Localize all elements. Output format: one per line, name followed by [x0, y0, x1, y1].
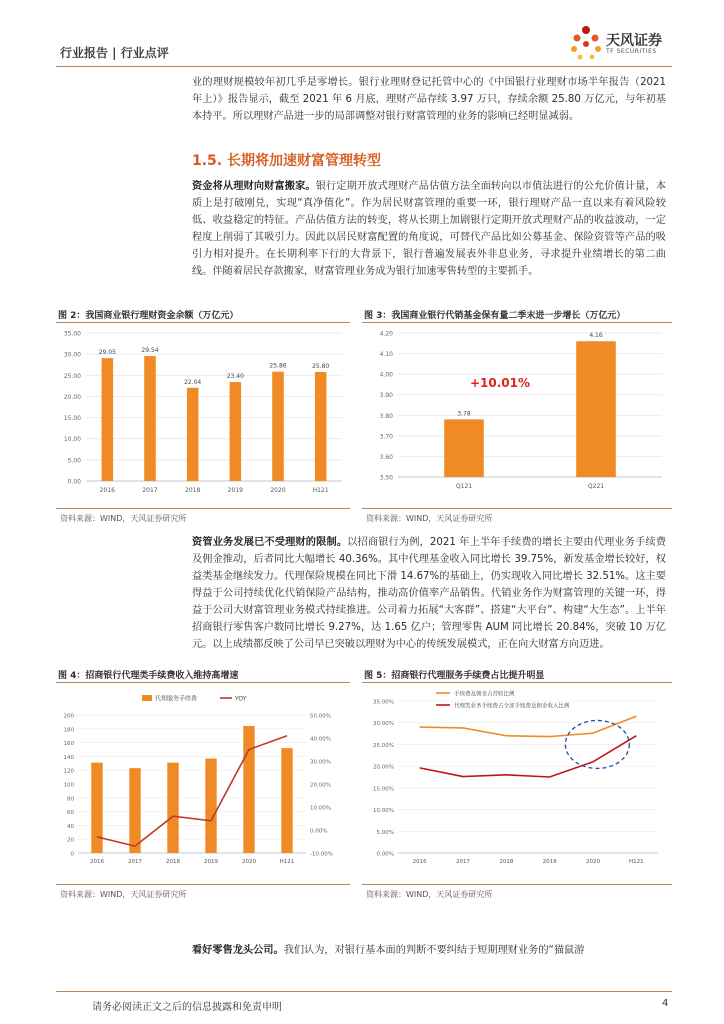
paragraph-retail-leaders: [192, 942, 666, 959]
y-tick-label: 0.00%: [376, 851, 394, 858]
y-tick-label-left: 180: [63, 727, 74, 734]
legend-label: 代理服务手续费: [155, 695, 198, 703]
paragraph-lead: 资管业务发展已不受理财的限制。: [192, 537, 348, 548]
legend-label: 手续费及佣金占营收比例: [454, 691, 515, 698]
y-tick-label-right: 20.00%: [310, 782, 331, 789]
y-tick-label: 10.00%: [373, 808, 394, 815]
y-tick-label: 15.00%: [373, 786, 394, 793]
x-tick-label: 2017: [142, 487, 158, 494]
bar: [187, 388, 199, 481]
bar: [272, 372, 284, 481]
y-tick-label: 25.00%: [373, 742, 394, 749]
y-tick-label-right: 50.00%: [310, 713, 331, 720]
x-tick-label: 2018: [185, 487, 201, 494]
y-tick-label-right: 10.00%: [310, 805, 331, 812]
bar: [230, 382, 242, 481]
x-tick-label: 2017: [456, 859, 470, 865]
x-tick-label: Q221: [587, 483, 605, 490]
y-tick-label: 10.00: [63, 436, 81, 444]
header-divider: [56, 66, 672, 67]
data-label: 25.86: [269, 362, 287, 370]
data-label: 4.16: [589, 332, 603, 340]
figure-3-source: 资料来源：WIND，天风证券研究所: [366, 514, 493, 523]
figure-3-bottom-rule: [362, 508, 672, 509]
figure-3-rule: [362, 322, 672, 323]
y-tick-label: 35.00: [63, 330, 81, 338]
bar: [91, 763, 102, 853]
y-tick-label: 15.00: [63, 415, 81, 423]
x-tick-label: 2016: [90, 859, 104, 865]
y-tick-label: 5.00: [67, 457, 81, 465]
report-category: 行业报告 | 行业点评: [60, 46, 169, 60]
y-tick-label-right: -10.00%: [310, 851, 333, 858]
x-tick-label: 2018: [499, 859, 514, 865]
x-tick-label: H121: [312, 487, 329, 494]
x-tick-label: 2018: [166, 859, 180, 865]
paragraph-lead: 看好零售龙头公司。: [192, 945, 284, 956]
bar: [576, 341, 616, 477]
x-tick-label: 2019: [227, 487, 243, 494]
yoy-line: [97, 736, 287, 846]
data-label: 3.78: [457, 410, 471, 418]
figure-5-bottom-rule: [362, 884, 672, 885]
y-tick-label: 25.00: [63, 372, 81, 380]
y-tick-label-left: 160: [63, 741, 74, 748]
x-tick-label: 2016: [412, 859, 427, 865]
y-tick-label-left: 100: [63, 782, 74, 789]
y-tick-label: 20.00: [63, 393, 81, 401]
figure-4-rule: [56, 682, 350, 683]
paragraph-body: 我们认为，对银行基本面的判断不要纠结于短期理财业务的“猫鼠游: [283, 945, 585, 956]
y-tick-label: 3.60: [379, 453, 393, 461]
x-tick-label: 2019: [204, 859, 218, 865]
footer-divider: [56, 991, 672, 992]
figure-5-rule: [362, 682, 672, 683]
figure-2-bottom-rule: [56, 508, 350, 509]
bar: [315, 372, 327, 481]
figure-2-rule: [56, 322, 350, 323]
y-tick-label-right: 30.00%: [310, 759, 331, 766]
y-tick-label: 30.00: [63, 351, 81, 359]
paragraph-intro: 业的理财规模较年初几乎是零增长。银行业理财登记托管中心的《中国银行业理财市场半年报告（2021 年上）》报告显示，截至 2021 年 6 月底，理财产品存续 3.97 万只，存续余额 25.80 万亿元，与年初基本持平。所以理财产品进一步的局部调整对银行财富管理的业务的影响已经明显减弱。: [192, 77, 666, 122]
brand-name-en: TF SECURITIES: [606, 48, 657, 55]
bar: [102, 358, 114, 481]
chart-fig2: [56, 325, 352, 505]
figure-5-source: 资料来源：WIND，天风证券研究所: [366, 890, 493, 899]
figure-2-source: 资料来源：WIND，天风证券研究所: [60, 514, 187, 523]
chart-fig5: [362, 685, 672, 871]
bar: [144, 356, 156, 481]
chart-fig4: [56, 685, 352, 871]
figure-3-title: 图 3：我国商业银行代销基金保有量二季末进一步增长（万亿元）: [364, 311, 626, 321]
y-tick-label-left: 0: [70, 851, 74, 858]
x-tick-label: Q121: [455, 483, 473, 490]
y-tick-label: 5.00%: [376, 829, 394, 836]
paragraph-lead: 资金将从理财向财富搬家。: [192, 181, 316, 192]
section-title: 1.5. 长期将加速财富管理转型: [192, 153, 381, 169]
paragraph-body: 以招商银行为例，2021 年上半年手续费的增长主要由代理业务手续费及佣金推动，后者同比大幅增长 40.36%。其中代理基金收入同比增长 39.75%，新发基金增长较好，权益类基金继续发力。代理保险规模在同比下滑 14.67%的基础上，仍实现收入同比增长 32.51%。这主要得益于公司持续优化代销保险产品结构，推动高价值率产品销售。代销业务作为财富管理的关键一环，得益于公司大财富管理业务模式持续推进。公司着力拓展“大客群”、搭建“大平台”、构建“大生态”。上半年招商银行零售客户数同比增长 9.27%，达 1.65 亿户；管理零售 AUM 同比增长 20.84%，突破 10 万亿元。以上成绩都反映了公司早已突破以理财为中心的传统发展模式，正在向大财富方向迈进。: [192, 537, 666, 650]
y-tick-label-left: 120: [63, 768, 74, 775]
bar: [129, 768, 140, 853]
data-label: 25.80: [312, 362, 330, 370]
bar: [444, 419, 484, 477]
y-tick-label-right: 40.00%: [310, 736, 331, 743]
figure-4-bottom-rule: [56, 884, 350, 885]
y-tick-label: 3.50: [379, 474, 393, 482]
y-tick-label-left: 20: [67, 837, 74, 844]
y-tick-label: 20.00%: [373, 764, 394, 771]
series-line: [420, 716, 637, 736]
bar: [167, 763, 178, 853]
legend-swatch-bar: [142, 695, 152, 701]
y-tick-label: 3.70: [379, 433, 393, 441]
x-tick-label: H121: [279, 859, 295, 865]
x-tick-label: 2020: [586, 859, 600, 865]
y-tick-label: 4.10: [379, 351, 393, 359]
legend-label: YOY: [235, 695, 247, 703]
y-tick-label: 3.80: [379, 412, 393, 420]
paragraph-body: 银行定期开放式理财产品估值方法全面转向以市值法进行的公允价值计量，本质上是打破刚兑，实现“真净值化”。作为居民财富管理的重要一环，银行理财产品一直以来有着风险较低、收益稳定的特征。产品估值方法的转变，将从长期上加剧银行定期开放式理财产品的收益波动，一定程度上削弱了其吸引力。因此以居民财富配置的角度说，可替代产品比如公募基金、保险资管等产品的吸引力相对提升。在长期利率下行的大背景下，银行普遍发展表外非息业务，寻求提升业绩增长的第二曲线。伴随着居民存款搬家，财富管理业务成为银行加速零售转型的主要抓手。: [192, 181, 667, 277]
data-label: 22.04: [184, 378, 202, 386]
data-label: 23.40: [226, 373, 244, 381]
x-tick-label: 2020: [270, 487, 286, 494]
y-tick-label: 0.00: [67, 478, 81, 486]
bar: [205, 758, 216, 853]
y-tick-label-right: 0.00%: [310, 828, 328, 835]
footer-disclaimer: 请务必阅读正文之后的信息披露和免责申明: [92, 1002, 282, 1013]
data-label: 29.05: [98, 349, 116, 357]
x-tick-label: H121: [629, 859, 644, 865]
y-tick-label: 4.20: [379, 330, 393, 338]
x-tick-label: 2019: [542, 859, 557, 865]
brand-name-cn: 天风证券: [606, 33, 662, 49]
growth-annotation: +10.01%: [469, 376, 531, 390]
x-tick-label: 2016: [99, 487, 115, 494]
paragraph-wealth-transfer: [192, 178, 666, 280]
y-tick-label-left: 140: [63, 754, 74, 761]
y-tick-label-left: 80: [67, 796, 74, 803]
series-line: [420, 736, 637, 777]
x-tick-label: 2017: [128, 859, 142, 865]
figure-4-source: 资料来源：WIND，天风证券研究所: [60, 890, 187, 899]
y-tick-label-left: 200: [63, 713, 74, 720]
y-tick-label-left: 40: [67, 823, 74, 830]
y-tick-label: 3.90: [379, 392, 393, 400]
figure-5-title: 图 5：招商银行代理服务手续费占比提升明显: [364, 671, 545, 681]
y-tick-label: 35.00%: [373, 699, 394, 706]
data-label: 29.54: [141, 347, 159, 355]
page-number: 4: [662, 998, 669, 1009]
y-tick-label-left: 60: [67, 810, 74, 817]
bar: [281, 748, 292, 853]
x-tick-label: 2020: [242, 859, 256, 865]
y-tick-label: 4.00: [379, 371, 393, 379]
figure-2-title: 图 2：我国商业银行理财资金余额（万亿元）: [58, 311, 239, 321]
y-tick-label: 30.00%: [373, 721, 394, 728]
bar: [243, 726, 254, 853]
chart-fig3: [362, 325, 672, 505]
figure-4-title: 图 4：招商银行代理类手续费收入维持高增速: [58, 671, 239, 681]
paragraph-asset-management: [192, 534, 666, 653]
logo-mark-icon: [568, 22, 604, 62]
legend-label: 代理类业务手续费占全部手续费及佣金收入比例: [454, 703, 570, 710]
